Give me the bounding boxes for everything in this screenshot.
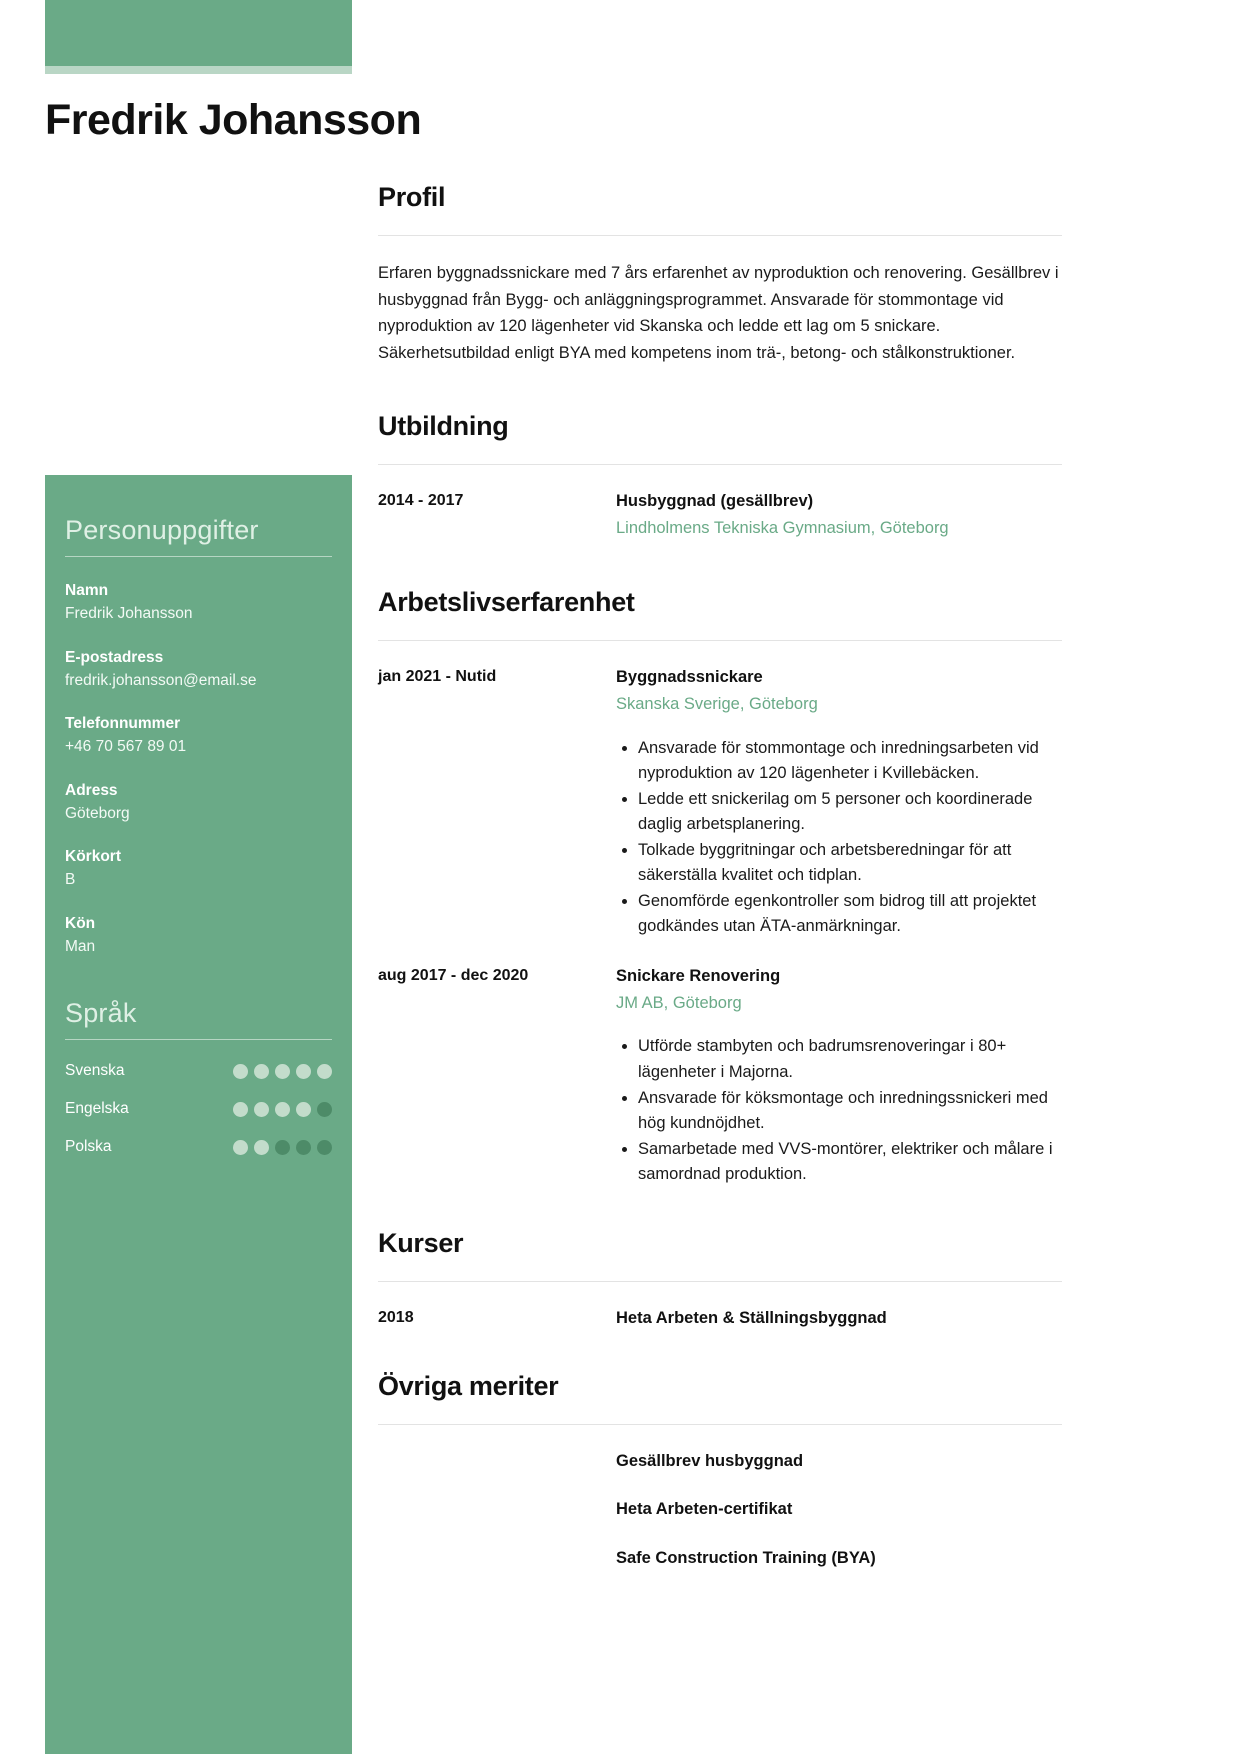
profile-text: Erfaren byggnadssnickare med 7 års erfarenhet av nyproduktion och renovering. Gesällbrev i husbyggnad från Bygg- och anläggningsprogrammet. Ansvarade för stommontage vid nyproduktion av 120 lägenheter vid Skanska och ledde ett lag om 5 snickare. Säkerhetsutbildad enligt BYA med kompetens inom trä-, betong- och stålkonstruktioner. (378, 264, 1059, 363)
personal-detail-label: Namn (65, 582, 109, 599)
language-name: Engelska (65, 1100, 129, 1117)
entry-body (616, 1449, 1062, 1474)
entry-role: Heta Arbeten-certifikat (616, 1500, 793, 1519)
rating-dot-filled (275, 1102, 290, 1117)
personal-detail-item (65, 845, 332, 892)
rating-dot-filled (233, 1140, 248, 1155)
section-title-courses: Kurser (378, 1227, 464, 1258)
cv-entry (378, 665, 1062, 940)
personal-detail-value: +46 70 567 89 01 (65, 738, 187, 756)
section-experience (378, 587, 1062, 1188)
entry-date-spacer (378, 1449, 616, 1474)
entry-body (616, 1546, 1062, 1571)
entry-bullet: • Ansvarade för köksmontage och inredningssnickeri med hög kundnöjdhet. (638, 1086, 1062, 1136)
entry-role: Heta Arbeten & Ställningsbyggnad (616, 1308, 887, 1327)
section-rule-courses (378, 1281, 1062, 1282)
entry-body (616, 489, 1062, 541)
personal-detail-item (65, 779, 332, 826)
section-title-profile: Profil (378, 182, 446, 212)
rating-dot-empty (317, 1102, 332, 1117)
language-name: Svenska (65, 1062, 125, 1079)
section-title-education: Utbildning (378, 410, 509, 441)
personal-details-list (65, 579, 332, 958)
entry-role: Byggnadssnickare (616, 668, 763, 687)
personal-detail-value: Fredrik Johansson (65, 605, 193, 623)
language-rating (233, 1064, 332, 1079)
cv-entry (378, 1449, 1062, 1474)
personal-detail-value: fredrik.johansson@email.se (65, 671, 257, 689)
personal-detail-item (65, 712, 332, 759)
section-rule-other-merits (378, 1424, 1062, 1425)
rating-dot-filled (254, 1102, 269, 1117)
entry-date: 2014 - 2017 (378, 491, 464, 509)
section-profile (378, 182, 1062, 367)
entry-body (616, 1497, 1062, 1522)
main-content (378, 182, 1062, 1571)
personal-detail-label: Adress (65, 781, 118, 799)
entry-role: Snickare Renovering (616, 967, 781, 986)
entry-date: jan 2021 - Nutid (378, 668, 497, 686)
sidebar-divider-language (65, 1039, 332, 1040)
sidebar (45, 475, 352, 1754)
courses-list (378, 1306, 1062, 1331)
entry-body (616, 665, 1062, 940)
entry-organization: JM AB, Göteborg (616, 993, 742, 1012)
entry-body (616, 964, 1062, 1188)
section-courses (378, 1228, 1062, 1331)
language-rating (233, 1102, 332, 1117)
rating-dot-filled (254, 1064, 269, 1079)
personal-detail-label: Telefonnummer (65, 715, 181, 732)
sidebar-heading-personal: Personuppgifter (65, 515, 259, 545)
entry-bullet: • Genomförde egenkontroller som bidrog till att projektet godkändes utan ÄTA-anmärkningar. (638, 889, 1062, 939)
section-other-merits (378, 1371, 1062, 1571)
rating-dot-filled (296, 1064, 311, 1079)
header-accent-banner (45, 0, 352, 66)
entry-bullet: • Samarbetade med VVS-montörer, elektriker och målare i samordnad produktion. (638, 1137, 1062, 1187)
rating-dot-filled (275, 1064, 290, 1079)
entry-role: Gesällbrev husbyggnad (616, 1451, 804, 1470)
cv-entry (378, 1497, 1062, 1522)
personal-detail-item (65, 579, 332, 626)
rating-dot-filled (296, 1102, 311, 1117)
rating-dot-filled (317, 1064, 332, 1079)
personal-detail-label: Körkort (65, 848, 121, 865)
personal-detail-value: B (65, 871, 76, 889)
language-row (65, 1062, 332, 1080)
personal-detail-value: Man (65, 937, 96, 955)
rating-dot-empty (317, 1140, 332, 1155)
section-rule-experience (378, 640, 1062, 641)
entry-organization: Skanska Sverige, Göteborg (616, 694, 818, 713)
entry-bullet: • Ledde ett snickerilag om 5 personer och koordinerade daglig arbetsplanering. (638, 787, 1062, 837)
personal-detail-label: E-postadress (65, 648, 164, 666)
language-list (65, 1062, 332, 1156)
section-title-experience: Arbetslivserfarenhet (378, 587, 635, 618)
section-education (378, 411, 1062, 541)
language-row (65, 1100, 332, 1118)
entry-organization: Lindholmens Tekniska Gymnasium, Göteborg (616, 518, 949, 537)
language-rating (233, 1140, 332, 1155)
other-merits-list (378, 1449, 1062, 1571)
rating-dot-filled (233, 1102, 248, 1117)
personal-detail-item (65, 646, 332, 693)
language-name: Polska (65, 1138, 112, 1155)
entry-body (616, 1306, 1062, 1331)
personal-detail-value: Göteborg (65, 804, 130, 822)
experience-list (378, 665, 1062, 1188)
entry-bullet: • Ansvarade för stommontage och inredningsarbeten vid nyproduktion av 120 lägenheter i Kvillebäcken. (638, 736, 1062, 786)
education-list (378, 489, 1062, 541)
entry-role: Husbyggnad (gesällbrev) (616, 491, 814, 510)
entry-role: Safe Construction Training (BYA) (616, 1549, 876, 1568)
section-rule-education (378, 464, 1062, 465)
section-title-other-merits: Övriga meriter (378, 1370, 559, 1401)
section-rule-profile (378, 235, 1062, 236)
personal-detail-label: Kön (65, 914, 96, 932)
header-accent-strip (45, 66, 352, 74)
language-section (65, 998, 332, 1156)
entry-bullet: • Tolkade byggritningar och arbetsberedningar för att säkerställa kvalitet och tidplan. (638, 838, 1062, 888)
rating-dot-filled (233, 1064, 248, 1079)
entry-bullet-list (616, 736, 1062, 940)
page-title: Fredrik Johansson (45, 96, 422, 144)
rating-dot-filled (254, 1140, 269, 1155)
rating-dot-empty (275, 1140, 290, 1155)
language-row (65, 1138, 332, 1156)
entry-date: aug 2017 - dec 2020 (378, 967, 529, 985)
entry-bullet: • Utförde stambyten och badrumsrenoveringar i 80+ lägenheter i Majorna. (638, 1034, 1062, 1084)
cv-entry (378, 1546, 1062, 1571)
cv-entry (378, 964, 1062, 1188)
entry-bullet-list (616, 1034, 1062, 1186)
sidebar-divider-personal (65, 556, 332, 557)
rating-dot-empty (296, 1140, 311, 1155)
cv-entry (378, 489, 1062, 541)
entry-date-spacer (378, 1546, 616, 1571)
cv-entry (378, 1306, 1062, 1331)
entry-date: 2018 (378, 1308, 414, 1326)
entry-date-spacer (378, 1497, 616, 1522)
personal-detail-item (65, 912, 332, 959)
sidebar-heading-language: Språk (65, 998, 137, 1028)
